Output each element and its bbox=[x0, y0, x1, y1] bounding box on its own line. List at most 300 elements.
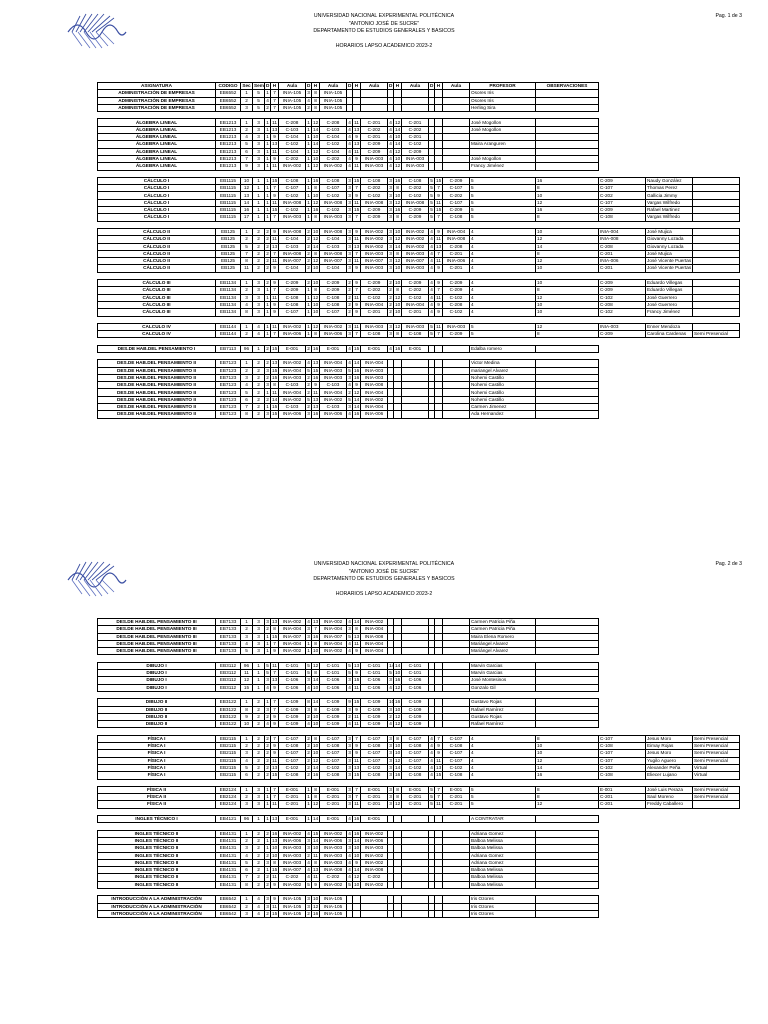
cell-h3: 9 bbox=[353, 228, 361, 235]
cell-h1: 15 bbox=[272, 404, 278, 410]
cell-observaciones: 12 bbox=[536, 236, 599, 243]
cell-asignatura: DES.DE HAB.DEL PENSAMIENTO III bbox=[98, 633, 216, 640]
cell-h2: 10 bbox=[313, 280, 319, 286]
cell-aula2: C-109 bbox=[320, 713, 347, 720]
table-row bbox=[98, 367, 740, 374]
cell-observaciones bbox=[536, 910, 599, 917]
cell-profesor: Balboa Melissa bbox=[470, 867, 536, 874]
cell-h4 bbox=[394, 626, 402, 633]
cell-aula2: C-209 bbox=[320, 280, 347, 287]
cell-asignatura: CÁLCULO II bbox=[98, 258, 216, 265]
cell-undefined: C-209 bbox=[599, 280, 646, 287]
cell-aula3: INIA-008 bbox=[361, 867, 388, 874]
cell-profesor: 5 bbox=[470, 185, 536, 192]
cell-aula2: INIA-008 bbox=[320, 250, 347, 257]
cell-h3: 11 bbox=[354, 684, 359, 690]
cell-h2: 16 bbox=[313, 345, 319, 351]
cell-h4 bbox=[394, 411, 402, 418]
cell-d4: 3 bbox=[389, 236, 392, 242]
cell-profesor: Gustavo Rojas bbox=[470, 713, 536, 720]
cell-d5: 4 bbox=[430, 764, 433, 770]
cell-h3: 14 bbox=[354, 837, 360, 843]
cell-h5 bbox=[435, 134, 443, 141]
cell-aula5: C-107 bbox=[443, 735, 470, 742]
schedule-table-page-1 bbox=[97, 82, 740, 419]
cell-observaciones: 16 bbox=[536, 772, 599, 779]
cell-aula5 bbox=[443, 626, 470, 633]
cell-h1: 11 bbox=[272, 389, 277, 395]
cell-h2: 11 bbox=[313, 389, 318, 395]
cell-asignatura: CÁLCULO I bbox=[98, 177, 216, 184]
cell-aula4 bbox=[402, 382, 429, 389]
cell-d2: 3 bbox=[307, 903, 310, 909]
cell-d4: 2 bbox=[389, 294, 392, 300]
cell-h1: 15 bbox=[272, 345, 278, 351]
cell-h3: 9 bbox=[353, 301, 361, 308]
cell-h5: 9 bbox=[435, 228, 443, 235]
spacer-cell bbox=[98, 823, 599, 830]
cell-aula2: C-109 bbox=[320, 699, 347, 706]
table-row bbox=[98, 374, 740, 381]
cell-undefined: José Guerrero bbox=[646, 301, 693, 308]
cell-codigo: EB1115 bbox=[216, 199, 241, 206]
cell-h3: 12 bbox=[354, 389, 360, 395]
spacer-cell bbox=[98, 170, 599, 177]
cell-asignatura: DES.DE HAB.DEL PENSAMIENTO II bbox=[98, 367, 216, 374]
cell-aula3 bbox=[361, 90, 388, 97]
cell-aula5 bbox=[443, 721, 470, 728]
cell-h5: 13 bbox=[436, 764, 442, 770]
cell-h2: 9 bbox=[312, 382, 320, 389]
cell-undefined: Rafael Martinez bbox=[646, 207, 693, 214]
cell-aula1: C-104 bbox=[279, 148, 306, 155]
cell-aula4: E-001 bbox=[402, 345, 429, 352]
cell-d4: 4 bbox=[389, 156, 392, 162]
cell-h3: 9 bbox=[353, 859, 361, 866]
cell-h2: 13 bbox=[313, 867, 319, 873]
cell-profesor: Maira Elena Romero bbox=[470, 633, 536, 640]
cell-codigo: EB125 bbox=[216, 250, 241, 257]
cell-sem: 2 bbox=[253, 404, 265, 411]
cell-aula2: C-102 bbox=[320, 192, 347, 199]
cell-h3: 15 bbox=[354, 177, 360, 183]
cell-h1: 11 bbox=[272, 199, 277, 205]
cell-h4: 10 bbox=[395, 192, 401, 198]
cell-d1: 2 bbox=[266, 228, 269, 234]
cell-h3 bbox=[353, 97, 361, 104]
cell-aula5 bbox=[443, 699, 470, 706]
cell-undefined: C-208 bbox=[599, 301, 646, 308]
cell-aula2: INIA-003 bbox=[320, 852, 347, 859]
cell-h5 bbox=[435, 163, 443, 170]
cell-h1: 10 bbox=[272, 845, 278, 851]
cell-h5 bbox=[435, 411, 443, 418]
cell-undefined: Semi Presencial bbox=[693, 794, 740, 801]
cell-undefined: Saul Moreno bbox=[646, 794, 693, 801]
cell-h1: 7 bbox=[271, 287, 279, 294]
cell-d1: 1 bbox=[266, 816, 269, 822]
cell-undefined: C-202 bbox=[599, 192, 646, 199]
schedule-body-page-2 bbox=[98, 619, 740, 918]
table-row bbox=[98, 852, 740, 859]
cell-profesor: 5 bbox=[470, 199, 536, 206]
cell-d2: 3 bbox=[307, 896, 310, 902]
cell-aula5 bbox=[443, 845, 470, 852]
cell-h3: 9 bbox=[353, 743, 361, 750]
cell-asignatura: CÁLCULO III bbox=[98, 287, 216, 294]
cell-d4: 3 bbox=[389, 764, 392, 770]
table-row bbox=[98, 633, 740, 640]
cell-h1: 7 bbox=[271, 104, 279, 111]
cell-h3: 16 bbox=[354, 830, 360, 836]
cell-sem: 2 bbox=[253, 772, 265, 779]
cell-aula3: INIA-002 bbox=[361, 852, 388, 859]
cell-undefined: Semi Presencial bbox=[693, 786, 740, 793]
column-header-aula4: Aula bbox=[402, 83, 429, 90]
cell-aula2: C-107 bbox=[320, 750, 347, 757]
cell-sem: 3 bbox=[253, 163, 265, 170]
group-spacer-row bbox=[98, 112, 740, 119]
cell-codigo: EB7123 bbox=[216, 404, 241, 411]
cell-observaciones bbox=[536, 404, 599, 411]
cell-codigo: EB1213 bbox=[216, 134, 241, 141]
cell-aula4 bbox=[402, 104, 429, 111]
cell-asignatura: DIBUJO I bbox=[98, 677, 216, 684]
cell-sec: 6 bbox=[241, 396, 253, 403]
table-row bbox=[98, 309, 740, 316]
cell-sem: 2 bbox=[253, 250, 265, 257]
cell-h4: 14 bbox=[395, 141, 401, 147]
cell-undefined bbox=[693, 236, 740, 243]
cell-d1: 1 bbox=[266, 309, 269, 315]
cell-aula1: C-109 bbox=[279, 706, 306, 713]
cell-h1: 9 bbox=[271, 134, 279, 141]
cell-h5: 15 bbox=[436, 772, 442, 778]
cell-h3: 9 bbox=[353, 192, 361, 199]
cell-d5: 4 bbox=[430, 265, 433, 271]
cell-sec: 2 bbox=[241, 626, 253, 633]
cell-asignatura: FÍSICA I bbox=[98, 764, 216, 771]
cell-sem: 4 bbox=[253, 323, 265, 330]
cell-aula4: C-101 bbox=[402, 662, 429, 669]
cell-h3 bbox=[353, 910, 361, 917]
cell-observaciones bbox=[536, 852, 599, 859]
cell-sem: 3 bbox=[253, 134, 265, 141]
cell-codigo: EB4131 bbox=[216, 859, 241, 866]
cell-h5: 7 bbox=[435, 331, 443, 338]
spacer-cell bbox=[98, 655, 599, 662]
cell-h5 bbox=[435, 845, 443, 852]
cell-d3: 4 bbox=[348, 148, 351, 154]
cell-h3: 11 bbox=[354, 721, 359, 727]
cell-profesor: Balboa Melissa bbox=[470, 837, 536, 844]
cell-h2: 10 bbox=[313, 845, 319, 851]
cell-observaciones bbox=[536, 859, 599, 866]
cell-h1: 9 bbox=[271, 192, 279, 199]
cell-undefined: Carolina Cardenas bbox=[646, 331, 693, 338]
cell-undefined bbox=[693, 280, 740, 287]
cell-d3: 4 bbox=[348, 156, 351, 162]
cell-sec: 4 bbox=[241, 640, 253, 647]
cell-observaciones bbox=[536, 633, 599, 640]
cell-h5: 11 bbox=[436, 323, 441, 329]
cell-h1: 15 bbox=[272, 772, 278, 778]
cell-h5: 7 bbox=[435, 214, 443, 221]
cell-aula5: C-102 bbox=[443, 764, 470, 771]
cell-sec: 2 bbox=[241, 331, 253, 338]
cell-aula5 bbox=[443, 141, 470, 148]
cell-d2: 2 bbox=[307, 236, 310, 242]
cell-d4: 3 bbox=[389, 750, 392, 756]
table-row bbox=[98, 713, 740, 720]
cell-codigo: EB4131 bbox=[216, 881, 241, 888]
cell-aula3: C-209 bbox=[361, 207, 388, 214]
cell-d4: 3 bbox=[389, 199, 392, 205]
cell-asignatura: CÁLCULO II bbox=[98, 236, 216, 243]
cell-sec: 1 bbox=[241, 619, 253, 626]
cell-aula3 bbox=[361, 910, 388, 917]
cell-aula4: C-202 bbox=[402, 287, 429, 294]
cell-aula3: C-209 bbox=[361, 148, 388, 155]
cell-undefined: Semi Presencial bbox=[693, 331, 740, 338]
table-row bbox=[98, 801, 740, 808]
cell-h5: 13 bbox=[436, 243, 442, 249]
cell-sec: 8 bbox=[241, 309, 253, 316]
cell-h2: 8 bbox=[312, 250, 320, 257]
cell-sem: 2 bbox=[253, 265, 265, 272]
cell-profesor: Nohemi Castillo bbox=[470, 374, 536, 381]
cell-observaciones: 12 bbox=[536, 757, 599, 764]
cell-sem: 1 bbox=[253, 345, 265, 352]
cell-codigo: EB1134 bbox=[216, 287, 241, 294]
cell-aula3: C-108 bbox=[361, 177, 388, 184]
cell-asignatura: DES.DE HAB.DEL PENSAMIENTO II bbox=[98, 389, 216, 396]
cell-observaciones bbox=[536, 881, 599, 888]
cell-sem: 2 bbox=[253, 867, 265, 874]
cell-d5: 4 bbox=[430, 258, 433, 264]
cell-d3: 2 bbox=[348, 287, 351, 293]
cell-aula2: C-108 bbox=[320, 177, 347, 184]
table-row bbox=[98, 294, 740, 301]
cell-h2: 12 bbox=[313, 323, 319, 329]
cell-sem: 3 bbox=[253, 619, 265, 626]
cell-h3 bbox=[353, 903, 361, 910]
cell-h4: 12 bbox=[395, 119, 401, 125]
column-header-d1: D bbox=[266, 83, 270, 89]
cell-sec: 2 bbox=[241, 97, 253, 104]
cell-aula5 bbox=[443, 155, 470, 162]
cell-codigo: EB7133 bbox=[216, 633, 241, 640]
cell-h5: 15 bbox=[436, 207, 442, 213]
cell-asignatura: INGLES TÉCNICO II bbox=[98, 881, 216, 888]
cell-h3: 7 bbox=[353, 185, 361, 192]
cell-sem: 1 bbox=[253, 177, 265, 184]
cell-undefined bbox=[693, 177, 740, 184]
cell-h5 bbox=[435, 360, 443, 367]
cell-h3: 11 bbox=[354, 801, 359, 807]
cell-undefined: Freddy Caballero bbox=[646, 801, 693, 808]
cell-d4: 4 bbox=[389, 126, 392, 132]
cell-aula1: C-102 bbox=[279, 207, 306, 214]
cell-aula5: C-108 bbox=[443, 743, 470, 750]
cell-sec: 1 bbox=[241, 119, 253, 126]
table-row bbox=[98, 97, 740, 104]
cell-h5 bbox=[435, 874, 443, 881]
cell-d2: 2 bbox=[307, 250, 310, 256]
cell-h5: 7 bbox=[435, 185, 443, 192]
cell-d3: 3 bbox=[348, 735, 351, 741]
cell-observaciones: 8 bbox=[536, 786, 599, 793]
cell-undefined: Alexander Peña bbox=[646, 764, 693, 771]
cell-h2: 16 bbox=[313, 910, 319, 916]
cell-h4 bbox=[394, 389, 402, 396]
cell-d3: 3 bbox=[348, 214, 351, 220]
cell-observaciones bbox=[536, 874, 599, 881]
cell-observaciones bbox=[536, 126, 599, 133]
cell-h2: 12 bbox=[313, 801, 319, 807]
cell-h1: 11 bbox=[272, 119, 277, 125]
cell-aula3: C-107 bbox=[361, 735, 388, 742]
cell-h2: 14 bbox=[313, 764, 319, 770]
cell-aula5 bbox=[443, 881, 470, 888]
cell-d2: 2 bbox=[307, 852, 310, 858]
cell-profesor bbox=[470, 148, 536, 155]
cell-codigo: EB1213 bbox=[216, 163, 241, 170]
cell-aula5: INIA-004 bbox=[443, 228, 470, 235]
cell-codigo: EB2124 bbox=[216, 794, 241, 801]
cell-h2: 16 bbox=[313, 633, 319, 639]
cell-d2: 3 bbox=[307, 411, 310, 417]
cell-h4 bbox=[394, 845, 402, 852]
cell-h5 bbox=[435, 721, 443, 728]
table-row bbox=[98, 404, 740, 411]
cell-aula2: INIA-008 bbox=[320, 199, 347, 206]
cell-codigo: EB2115 bbox=[216, 772, 241, 779]
cell-h2: 8 bbox=[312, 794, 320, 801]
cell-aula2: INIA-008 bbox=[320, 867, 347, 874]
cell-asignatura: CÁLCULO II bbox=[98, 228, 216, 235]
cell-asignatura: INTRODUCCIÓN A LA ADMINISTRACIÓN bbox=[98, 910, 216, 917]
cell-aula4 bbox=[402, 903, 429, 910]
cell-d2: 5 bbox=[307, 396, 310, 402]
cell-aula4: C-102 bbox=[402, 141, 429, 148]
cell-h4 bbox=[394, 382, 402, 389]
cell-d1: 2 bbox=[266, 757, 269, 763]
cell-aula1: INIA-003 bbox=[279, 852, 306, 859]
cell-sec: 3 bbox=[241, 801, 253, 808]
cell-d3: 3 bbox=[348, 845, 351, 851]
cell-profesor: Balboa Melissa bbox=[470, 874, 536, 881]
cell-undefined: C-108 bbox=[599, 772, 646, 779]
cell-profesor: Carmen Patricia Piña bbox=[470, 619, 536, 626]
cell-aula2: INIA-003 bbox=[320, 845, 347, 852]
cell-aula3: C-109 bbox=[361, 699, 388, 706]
table-row bbox=[98, 104, 740, 111]
cell-h3: 14 bbox=[354, 404, 360, 410]
cell-sec: 16 bbox=[241, 207, 253, 214]
cell-undefined: Semi Presencial bbox=[693, 743, 740, 750]
cell-d1: 2 bbox=[266, 374, 269, 380]
cell-codigo: EB125 bbox=[216, 258, 241, 265]
cell-undefined bbox=[693, 185, 740, 192]
cell-aula1: C-102 bbox=[279, 141, 306, 148]
cell-d1: 2 bbox=[266, 345, 269, 351]
cell-asignatura: FÍSICA I bbox=[98, 743, 216, 750]
cell-d3: 3 bbox=[348, 228, 351, 234]
cell-aula4: C-209 bbox=[402, 148, 429, 155]
cell-h5: 7 bbox=[435, 735, 443, 742]
schedule-body-page-1 bbox=[98, 90, 740, 418]
cell-d3: 4 bbox=[348, 126, 351, 132]
cell-sem: 2 bbox=[253, 382, 265, 389]
cell-profesor: Marvin Garcias bbox=[470, 662, 536, 669]
cell-aula5 bbox=[443, 163, 470, 170]
cell-asignatura: DIBUJO I bbox=[98, 684, 216, 691]
cell-aula3: INIA-003 bbox=[361, 367, 388, 374]
cell-d2: 8 bbox=[307, 699, 310, 705]
cell-undefined: Thomas Perez bbox=[646, 185, 693, 192]
cell-d3: 5 bbox=[348, 670, 351, 676]
cell-asignatura: FÍSICA I bbox=[98, 757, 216, 764]
cell-profesor: Carmen Jimenez bbox=[470, 404, 536, 411]
cell-h1: 11 bbox=[272, 903, 277, 909]
cell-profesor: 5 bbox=[470, 794, 536, 801]
cell-h4: 10 bbox=[395, 265, 401, 271]
cell-sec: 1 bbox=[241, 228, 253, 235]
cell-aula5 bbox=[443, 126, 470, 133]
cell-aula5 bbox=[443, 852, 470, 859]
cell-d2: 1 bbox=[307, 199, 310, 205]
cell-d2: 1 bbox=[307, 640, 310, 646]
cell-d3: 3 bbox=[348, 323, 351, 329]
cell-aula2: INIA-105 bbox=[320, 896, 347, 903]
cell-h2: 14 bbox=[313, 699, 319, 705]
cell-aula5 bbox=[443, 345, 470, 352]
cell-undefined: Yugilo Aguero bbox=[646, 757, 693, 764]
cell-aula5 bbox=[443, 119, 470, 126]
cell-sec: 1 bbox=[241, 786, 253, 793]
cell-h5 bbox=[435, 910, 443, 917]
cell-sem: 3 bbox=[253, 633, 265, 640]
table-row bbox=[98, 786, 740, 793]
cell-sec: 5 bbox=[241, 141, 253, 148]
cell-codigo: EB3122 bbox=[216, 713, 241, 720]
cell-h1: 7 bbox=[271, 706, 279, 713]
cell-asignatura: INTRODUCCIÓN A LA ADMINISTRACIÓN bbox=[98, 896, 216, 903]
cell-asignatura: FÍSICA I bbox=[98, 735, 216, 742]
cell-d4: 3 bbox=[389, 214, 392, 220]
table-row bbox=[98, 119, 740, 126]
cell-undefined bbox=[693, 228, 740, 235]
cell-aula2: C-101 bbox=[320, 662, 347, 669]
cell-aula3: C-209 bbox=[361, 141, 388, 148]
cell-sem: 3 bbox=[253, 301, 265, 308]
cell-aula2: C-202 bbox=[320, 155, 347, 162]
cell-aula4: C-102 bbox=[402, 192, 429, 199]
cell-d4: 3 bbox=[389, 794, 392, 800]
cell-aula4: C-202 bbox=[402, 185, 429, 192]
cell-aula4 bbox=[402, 830, 429, 837]
cell-d2: 1 bbox=[307, 185, 310, 191]
cell-observaciones: 8 bbox=[536, 794, 599, 801]
cell-aula4: C-209 bbox=[402, 280, 429, 287]
cell-aula2: C-102 bbox=[320, 764, 347, 771]
cell-aula5: C-108 bbox=[443, 772, 470, 779]
cell-profesor: Gonzalo Gil bbox=[470, 684, 536, 691]
table-row bbox=[98, 192, 740, 199]
cell-sec: 3 bbox=[241, 374, 253, 381]
cell-h1: 11 bbox=[272, 148, 277, 154]
